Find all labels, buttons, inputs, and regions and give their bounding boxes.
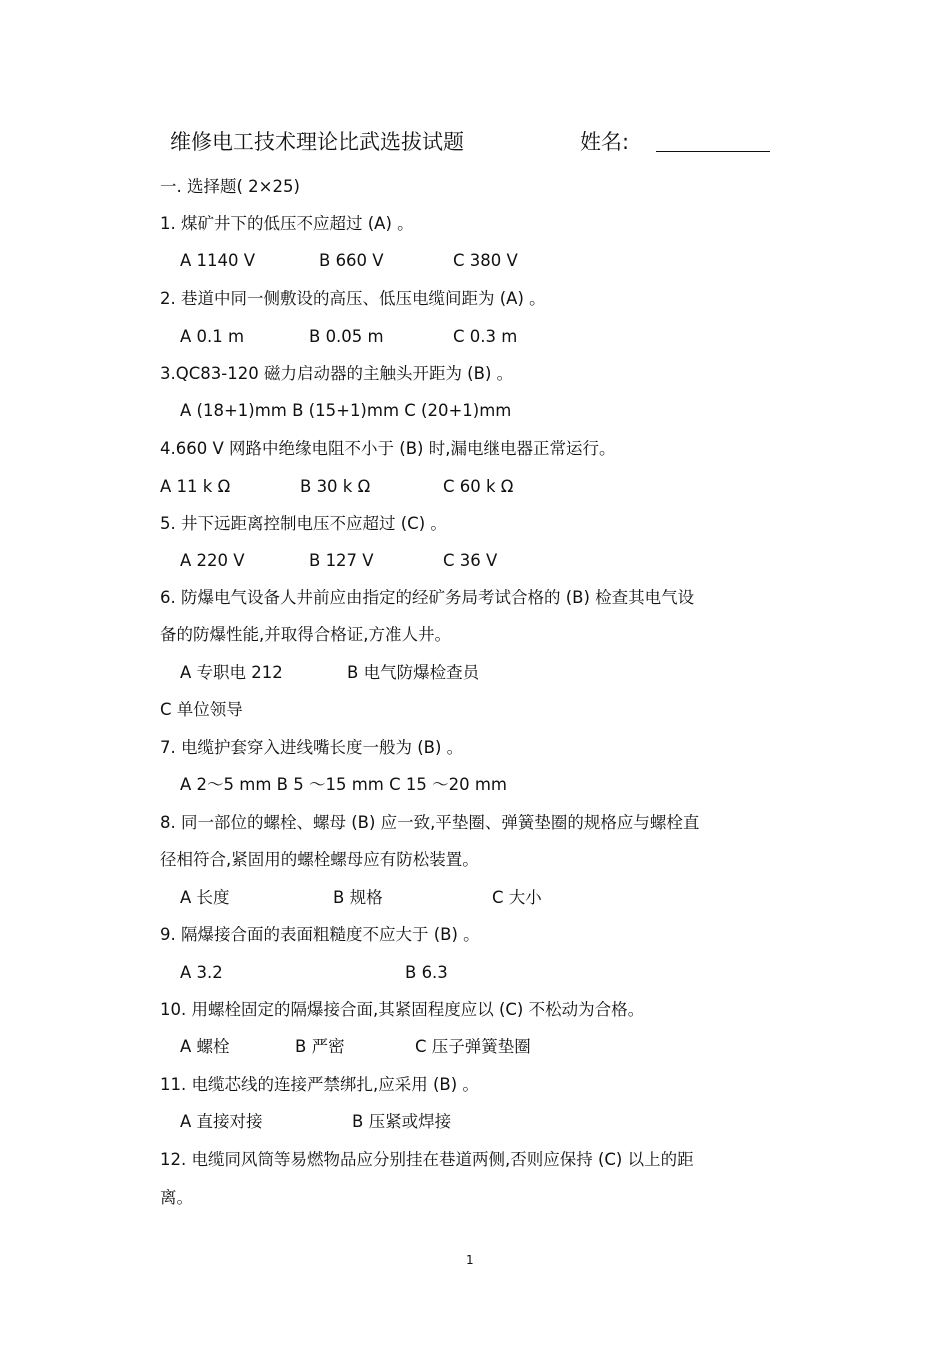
option-5b: B 127 V	[309, 551, 374, 570]
option-6c: C 单位领导	[160, 700, 243, 719]
option-4c: C 60 k Ω	[443, 477, 514, 496]
option-6b: B 电气防爆检查员	[347, 663, 480, 682]
question-2: 2. 巷道中同一侧敷设的高压、低压电缆间距为 (A) 。	[160, 289, 546, 308]
question-8: 8. 同一部位的螺栓、螺母 (B) 应一致,平垫圈、弹簧垫圈的规格应与螺栓直	[160, 813, 700, 832]
option-5a: A 220 V	[180, 551, 245, 570]
option-8b: B 规格	[333, 888, 383, 907]
question-6-cont: 备的防爆性能,并取得合格证,方准人井。	[160, 625, 451, 644]
option-6a: A 专职电 212	[180, 663, 283, 682]
option-5c: C 36 V	[443, 551, 498, 570]
question-12: 12. 电缆同风筒等易燃物品应分别挂在巷道两侧,否则应保持 (C) 以上的距	[160, 1150, 694, 1169]
question-7: 7. 电缆护套穿入进线嘴长度一般为 (B) 。	[160, 738, 464, 757]
option-9a: A 3.2	[180, 963, 223, 982]
option-11a: A 直接对接	[180, 1112, 263, 1131]
option-2a: A 0.1 m	[180, 327, 245, 346]
question-5: 5. 井下远距离控制电压不应超过 (C) 。	[160, 514, 447, 533]
option-10c: C 压子弹簧垫圈	[415, 1037, 531, 1056]
option-2c: C 0.3 m	[453, 327, 518, 346]
options-7: A 2～5 mm B 5 ～15 mm C 15 ～20 mm	[180, 775, 507, 794]
question-4: 4.660 V 网路中绝缘电阻不小于 (B) 时,漏电继电器正常运行。	[160, 439, 616, 458]
question-6: 6. 防爆电气设备人井前应由指定的经矿务局考试合格的 (B) 检查其电气设	[160, 588, 695, 607]
option-4a: A 11 k Ω	[160, 477, 231, 496]
exam-title: 维修电工技术理论比武选拔试题	[170, 130, 464, 154]
option-10b: B 严密	[295, 1037, 345, 1056]
option-9b: B 6.3	[405, 963, 448, 982]
section-heading: 一. 选择题( 2×25)	[160, 177, 300, 196]
question-9: 9. 隔爆接合面的表面粗糙度不应大于 (B) 。	[160, 925, 480, 944]
option-8a: A 长度	[180, 888, 230, 907]
option-4b: B 30 k Ω	[300, 477, 371, 496]
question-12-cont: 离。	[160, 1188, 193, 1207]
option-1c: C 380 V	[453, 251, 518, 270]
option-11b: B 压紧或焊接	[352, 1112, 452, 1131]
page-number: 1	[466, 1253, 474, 1267]
question-1: 1. 煤矿井下的低压不应超过 (A) 。	[160, 214, 414, 233]
question-10: 10. 用螺栓固定的隔爆接合面,其紧固程度应以 (C) 不松动为合格。	[160, 1000, 645, 1019]
option-2b: B 0.05 m	[309, 327, 384, 346]
option-10a: A 螺栓	[180, 1037, 230, 1056]
option-8c: C 大小	[492, 888, 542, 907]
option-1a: A 1140 V	[180, 251, 256, 270]
options-3: A (18+1)mm B (15+1)mm C (20+1)mm	[180, 401, 512, 420]
name-label: 姓名:	[580, 130, 630, 154]
question-3: 3.QC83-120 磁力启动器的主触头开距为 (B) 。	[160, 364, 514, 383]
name-blank-line	[656, 151, 770, 152]
option-1b: B 660 V	[319, 251, 384, 270]
question-11: 11. 电缆芯线的连接严禁绑扎,应采用 (B) 。	[160, 1075, 479, 1094]
question-8-cont: 径相符合,紧固用的螺栓螺母应有防松装置。	[160, 850, 479, 869]
